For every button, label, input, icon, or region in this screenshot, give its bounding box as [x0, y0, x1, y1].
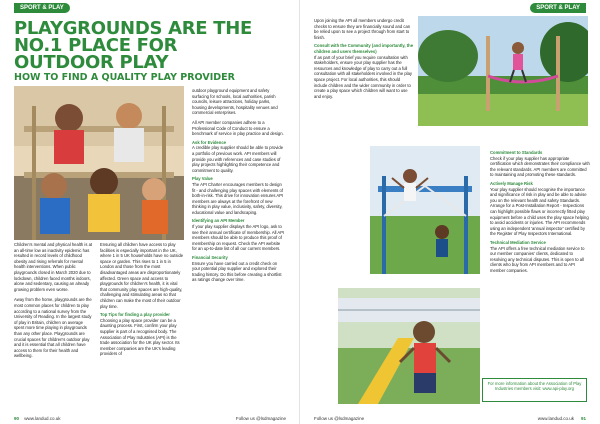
paragraph: If your play supplier displays the API logo, ask to see their annual certificate of membership. All API members should be able to produce this proof of membership on request. Check the API website for an up-to-date list of all our current members.: [192, 224, 285, 252]
footer-follow[interactable]: Follow us @lsdmagazine: [235, 416, 286, 421]
rope-walk-illustration: [418, 16, 588, 126]
section-tab-right: SPORT & PLAY: [530, 3, 586, 13]
paragraph: If as part of your brief you require consultation with stakeholders, ensure your play supplier has the resources and knowledge of play to carry out a full consultation with all stakeholders involved in the play space project. For local authorities, this should include children and the wider community in order to create a play space which children will want to use and enjoy.: [314, 54, 412, 99]
paragraph: The API Charter encourages members to design fit - and challenging play spaces with elements of both-in-risk. This drive for innovation ensures API members are always at the forefront of new thinking in play value, inclusivity, safety, diversity, educational value and landscaping.: [192, 181, 284, 215]
photo-girl-slide: [338, 288, 480, 404]
footer-right: [314, 416, 586, 421]
subheading: Financial Security: [192, 255, 228, 261]
footer-follow[interactable]: Follow us @lsdmagazine: [314, 416, 365, 421]
subheading: Play Value: [192, 176, 213, 182]
paragraph: Ensuring all children have access to play facilities is especially important in the UK, where 1 in 5 UK households have no outside space or garden. This rises to 1 in 5 in London and those from the most disadvantaged areas are disproportionately affected. Green space and access to playgrounds for children's health, it is vital that community play spaces are high-quality, challenging and stimulating areas so that children can make the most of their outdoor play time.: [100, 242, 184, 309]
paragraph: Away from the home, playgrounds are the most common places for children to play according to a national survey from the University of Reading. In the largest study of play in Britain, children on average spent more time playing in playgrounds than any other place. Playgrounds are crucial spaces for children's outdoor play and it is essential that all children have access to them for their health and wellbeing.: [14, 297, 92, 359]
right-page: [300, 0, 600, 424]
photo-climbing-frame: [370, 146, 480, 274]
section-tab-left: SPORT & PLAY: [14, 3, 70, 13]
paragraph: Children's mental and physical health is at an all-time low as inactivity epidemic has resulted in record levels of childhood obesity and rising referrals for mental health interventions. When public playgrounds closed in March 2020 due to lockdown, children faced months indoors, alone and sedentary, causing an already growing problem even worse.: [14, 242, 93, 292]
paragraph: Choosing a play space provider can be a daunting process. First, confirm your play supplier is part of a recognised body. The Association of Play Industries (API) is the trade association for the UK play sector. Its member companies are the UK's leading providers of: [100, 317, 180, 357]
footer-site[interactable]: www.landud.co.uk: [24, 416, 61, 421]
paragraph: The API offers a free technical mediation service to our member companies' clients, dedicated to resolving any technical disputes. This is open to all clients who buy from API members and to API member companies.: [490, 245, 585, 273]
subheading: Identifying an API Member: [192, 218, 245, 224]
paragraph: Upon joining the API all members undergo credit checks to ensure they are financially sound and can be relied upon to see a project through from start to finish.: [314, 18, 411, 40]
subheadline: HOW TO FIND A QUALITY PLAY PROVIDER: [14, 72, 235, 83]
photo-rope-walk: [418, 16, 588, 126]
subheading: Consult with the Community (and importantly, the children and users themselves): [314, 43, 414, 54]
paragraph: A credible play supplier should be able to provide a portfolio of previous work. API members will provide you with references and case studies of play projects highlighting their competence and commitment to quality.: [192, 145, 284, 173]
paragraph: Your play supplier should recognise the importance and significance of risk in play and be able to advise you on the relevant health and safety Standards. Arrange for a Post-Installation Report - Inspections can highlight possible flaws or incorrectly fitted play equipment before a child uses the play space helping to avoid accidents or injuries. The API recommends using an independent 'annual inspector' certified by the Register of Play Inspectors International.: [490, 186, 589, 237]
left-col-2: [100, 242, 184, 357]
paragraph: outdoor playground equipment and safety surfacing for schools, local authorities, parish councils, leisure attractions, holiday parks, housing developments, hospitality venues and commercial enterprises.: [192, 88, 278, 116]
info-box: For more information about the Association of Play Industries members visit: www.api-play.org: [482, 378, 587, 402]
subheading: Commitment to Standards: [490, 150, 543, 155]
girl-slide-illustration: [338, 288, 480, 404]
left-col-3: [192, 88, 286, 283]
photo-children-climbing: [14, 86, 184, 240]
subheading: Technical Mediation Service: [490, 239, 546, 245]
paragraph: Ensure you have carried out a credit check on your potential play supplier and explored their trading history. Do this before creating a shortlist as ratings change over time.: [192, 260, 282, 283]
children-climbing-illustration: [14, 86, 184, 240]
paragraph: Check if your play supplier has appropriate certification which demonstrates their compliance with the relevant standards. API members are committed to maintaining and promoting these standards.: [490, 155, 590, 178]
footer-left: [14, 416, 286, 421]
paragraph: All API member companies adhere to a Professional Code of Conduct to ensure a benchmark of service in play practice and design.: [192, 119, 284, 137]
headline: PLAYGROUNDS ARE THE NO.1 PLACE FOR OUTDOOR PLAY: [14, 18, 252, 73]
subheading: Top Tips for finding a play provider: [100, 312, 170, 318]
footer-site[interactable]: www.landud.co.uk: [537, 416, 574, 421]
left-col-1: [14, 242, 94, 359]
right-col-2: [490, 150, 590, 273]
climbing-frame-illustration: [370, 146, 480, 274]
page-number: 91: [580, 416, 586, 421]
right-col-1: [314, 18, 414, 99]
subheading: Actively Manage Risk: [490, 180, 533, 186]
page-number: 90: [14, 416, 20, 421]
subheading: Ask for Evidence: [192, 139, 226, 145]
